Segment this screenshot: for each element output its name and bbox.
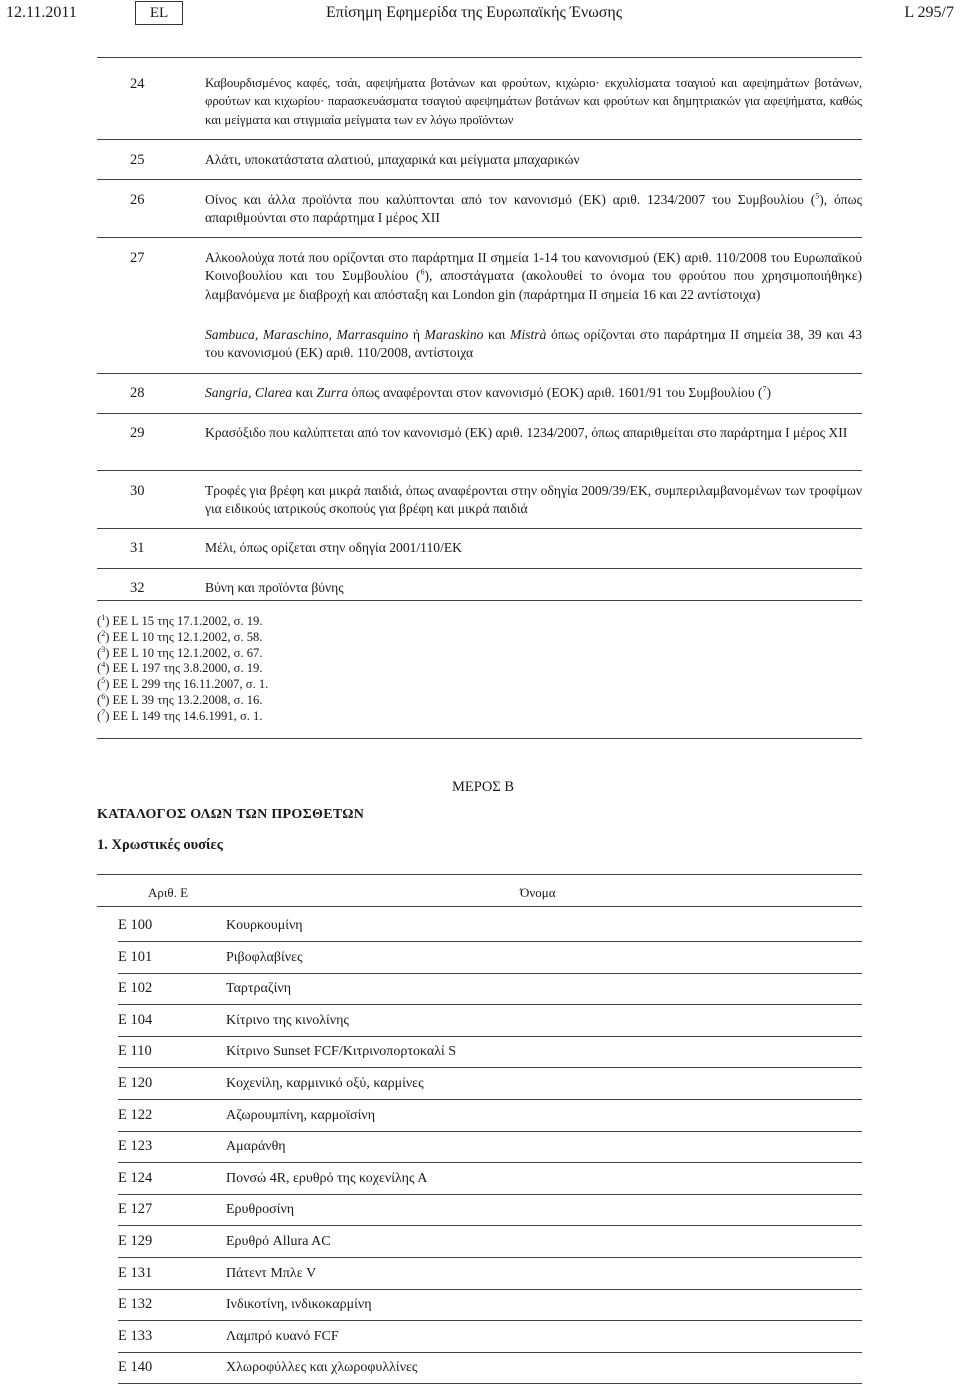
footnote-number: 4: [101, 660, 106, 670]
footnote-text: ΕΕ L 10 της 12.1.2002, σ. 58.: [112, 629, 263, 644]
additive-code: E 123: [118, 1138, 153, 1154]
row-text-part: ή: [408, 327, 425, 342]
additive-code: E 132: [118, 1296, 153, 1312]
footnote: ($^1$) ΕΕ L 15 της 17.1.2002, σ. 19.: [97, 612, 263, 628]
footnote-number: 6: [101, 691, 106, 701]
row-number: 32: [130, 580, 145, 596]
italic-term: Sambuca, Maraschino, Marrasquino: [205, 327, 409, 342]
footnote-ref: 6: [420, 267, 425, 277]
row-number: 31: [130, 540, 145, 556]
row-text: [205, 191, 862, 228]
additive-name: Ταρτραζίνη: [226, 981, 292, 996]
row-text: Μέλι, όπως ορίζεται στην οδηγία 2001/110/ΕΚ: [205, 540, 462, 555]
footnote-number: 3: [101, 644, 106, 654]
additive-code: E 102: [118, 980, 153, 996]
row-number: 26: [130, 192, 145, 208]
row-divider: [118, 1352, 862, 1353]
footnote-end-rule: [97, 738, 862, 739]
italic-term: Mistrà: [510, 327, 547, 342]
additive-code: E 133: [118, 1328, 153, 1344]
row-divider: [97, 528, 862, 529]
additive-code: E 101: [118, 949, 153, 965]
row-text-part: ): [766, 385, 772, 400]
additive-code: E 124: [118, 1170, 153, 1186]
row-divider: [118, 1131, 862, 1132]
row-divider: [97, 139, 862, 140]
table-bottom-rule: [97, 600, 862, 601]
row-divider: [118, 1194, 862, 1195]
row-divider: [118, 973, 862, 974]
additive-code: E 129: [118, 1233, 153, 1249]
row-text-part: και: [483, 327, 511, 342]
row-divider: [118, 941, 862, 942]
row-text: [205, 74, 862, 129]
row-number: 24: [130, 76, 145, 92]
language-badge: EL: [135, 1, 183, 25]
footnote-number: 2: [101, 628, 106, 638]
row-divider: [118, 1099, 862, 1100]
row-text: Κρασόξιδο που καλύπτεται από τον κανονισμό (ΕΚ) αριθ. 1234/2007, όπως απαριθμείται στο παράρτημα I μέρος XII: [205, 425, 848, 440]
row-divider: [97, 179, 862, 180]
row-divider: [97, 237, 862, 238]
footnote-text: ΕΕ L 149 της 14.6.1991, σ. 1.: [112, 708, 263, 723]
additive-code: E 110: [118, 1043, 152, 1059]
row-text-second-paragraph: [205, 326, 862, 363]
row-text: [205, 249, 862, 304]
row-text-content: Καβουρδισμένος καφές, τσάι, αφεψήματα βοτάνων και φρούτων, κιχώριο· εκχυλίσματα τσαγιού και αφεψημάτων βοτάνων, φρούτων και κιχωρίου· παρασκευάσματα τσαγιού αφεψημάτων βοτάνων και φρούτων και δημητριακών για αφεψήματα, καθώς και μείγματα και στιγμιαία μείγματα των εν λόγω προϊόντων: [205, 76, 862, 127]
additives-table-top-rule: [97, 874, 862, 875]
footnote-text: ΕΕ L 299 της 16.11.2007, σ. 1.: [112, 677, 269, 692]
row-text: [205, 384, 862, 402]
additives-header-rule: [97, 906, 862, 907]
part-heading: ΜΕΡΟΣ Β: [452, 779, 515, 795]
footnote-text: ΕΕ L 39 της 13.2.2008, σ. 16.: [112, 692, 263, 707]
additive-code: E 127: [118, 1201, 153, 1217]
additive-name: Λαμπρό κυανό FCF: [226, 1329, 339, 1344]
additive-name: Ινδικοτίνη, ινδικοκαρμίνη: [226, 1297, 372, 1312]
footnote: ($^5$) ΕΕ L 299 της 16.11.2007, σ. 1.: [97, 676, 269, 692]
list-title: ΚΑΤΑΛΟΓΟΣ ΟΛΩΝ ΤΩΝ ΠΡΟΣΘΕΤΩΝ: [97, 807, 365, 822]
row-number: 30: [130, 483, 145, 499]
footnote-number: 1: [101, 612, 106, 622]
additive-code: E 120: [118, 1075, 153, 1091]
footnote-text: ΕΕ L 15 της 17.1.2002, σ. 19.: [112, 614, 263, 628]
additive-name: Αζωρουμπίνη, καρμοϊσίνη: [226, 1108, 376, 1123]
row-divider: [118, 1257, 862, 1258]
additive-name: Ερυθρό Allura AC: [226, 1234, 331, 1249]
additive-name: Αμαράνθη: [226, 1139, 286, 1154]
row-text-part: Αλκοολούχα ποτά που ορίζονται στο παράρτημα II σημεία 1-14 του κανονισμού (ΕΚ) αριθ. 110/2008 του Ευρωπαϊκού Κοινοβουλίου και του Συμβουλίου (: [205, 250, 862, 284]
row-divider: [118, 1036, 862, 1037]
row-number: 27: [130, 250, 145, 266]
row-divider: [97, 470, 862, 471]
footnotes: [97, 614, 268, 725]
row-divider: [118, 1162, 862, 1163]
row-number: 25: [130, 152, 145, 168]
row-text-part: όπως ορίζονται στο παράρτημα II σημεία 38, 39 και 43 του κανονισμού (ΕΚ) αριθ. 110/2008, αντίστοιχα: [205, 327, 862, 361]
footnote: ($^4$) ΕΕ L 197 της 3.8.2000, σ. 19.: [97, 660, 263, 676]
footnote-number: 5: [101, 676, 106, 685]
italic-term: Maraskino: [424, 327, 484, 342]
row-divider: [97, 568, 862, 569]
additive-name: Χλωροφύλλες και χλωροφυλλίνες: [226, 1360, 418, 1375]
additive-name: Ερυθροσίνη: [226, 1202, 295, 1217]
footnote-number: 7: [101, 707, 106, 717]
row-text-part: Οίνος και άλλα προϊόντα που καλύπτονται από τον κανονισμό (ΕΚ) αριθ. 1234/2007 του Συμβουλίου (: [205, 192, 816, 207]
italic-term: Sangria, Clarea: [205, 385, 293, 400]
footnote: ($^3$) ΕΕ L 10 της 12.1.2002, σ. 67.: [97, 644, 263, 660]
italic-term: Zurra: [316, 385, 349, 400]
additive-name: Κίτρινο Sunset FCF/Κιτρινοπορτοκαλί S: [226, 1044, 457, 1059]
footnote-ref: 7: [762, 384, 767, 394]
row-text: Βύνη και προϊόντα βύνης: [205, 580, 344, 595]
additive-code: E 122: [118, 1107, 153, 1123]
row-text-part: και: [292, 385, 317, 400]
row-text: Αλάτι, υποκατάστατα αλατιού, μπαχαρικά και μείγματα μπαχαρικών: [205, 152, 580, 167]
row-text-part: ), αποστάγματα (ακολουθεί το όνομα του φρούτου που χρησιμοποιήθηκε) λαμβανόμενα με διαβροχή και απόσταξη και London gin (παράρτημα II σημεία 16 και 22 αντίστοιχα): [205, 268, 862, 302]
footnote-ref: 5: [815, 191, 820, 201]
row-divider: [118, 1067, 862, 1068]
row-number: 28: [130, 385, 145, 401]
row-divider: [97, 413, 862, 414]
footnote-text: ΕΕ L 10 της 12.1.2002, σ. 67.: [112, 645, 263, 660]
footnote: ($^6$) ΕΕ L 39 της 13.2.2008, σ. 16.: [97, 691, 263, 707]
additive-name: Ριβοφλαβίνες: [226, 950, 303, 965]
additive-code: E 100: [118, 917, 153, 933]
additive-name: Κίτρινο της κινολίνης: [226, 1013, 349, 1028]
additive-name: Πονσώ 4R, ερυθρό της κοχενίλης Α: [226, 1171, 428, 1186]
additive-name: Πάτεντ Μπλε V: [226, 1266, 317, 1281]
additive-name: Κουρκουμίνη: [226, 918, 303, 933]
footnote: ($^2$) ΕΕ L 10 της 12.1.2002, σ. 58.: [97, 628, 263, 644]
row-divider: [97, 373, 862, 374]
row-divider: [118, 1289, 862, 1290]
row-text-part: όπως αναφέρονται στον κανονισμό (ΕΟΚ) αριθ. 1601/91 του Συμβουλίου (: [348, 385, 763, 400]
journal-title: Επίσημη Εφημερίδα της Ευρωπαϊκής Ένωσης: [326, 4, 623, 21]
publication-date: 12.11.2011: [6, 4, 77, 21]
column-header-code: Αριθ. Ε: [148, 885, 189, 900]
additive-code: E 104: [118, 1012, 153, 1028]
row-divider: [118, 1004, 862, 1005]
row-divider: [118, 1383, 862, 1384]
additive-code: E 140: [118, 1359, 153, 1375]
page-number: L 295/7: [904, 4, 954, 21]
additive-code: E 131: [118, 1265, 153, 1281]
additive-name: Κοχενίλη, καρμινικό οξύ, καρμίνες: [226, 1076, 424, 1091]
column-header-name: Όνομα: [520, 885, 556, 900]
footnote-text: ΕΕ L 197 της 3.8.2000, σ. 19.: [112, 661, 263, 676]
row-text-part: ), όπως απαριθμούνται στο παράρτημα I μέρος XII: [205, 192, 862, 226]
footnote: ($^7$) ΕΕ L 149 της 14.6.1991, σ. 1.: [97, 707, 263, 723]
row-number: 29: [130, 425, 145, 441]
section-subtitle: 1. Χρωστικές ουσίες: [97, 837, 223, 853]
row-divider: [118, 1225, 862, 1226]
row-text: Τροφές για βρέφη και μικρά παιδιά, όπως αναφέρονται στην οδηγία 2009/39/ΕΚ, συμπεριλαμβανομένων των τροφίμων για ειδικούς ιατρικούς σκοπούς για βρέφη και μικρά παιδιά: [205, 483, 862, 517]
row-divider: [118, 1320, 862, 1321]
table-top-rule: [97, 57, 862, 58]
